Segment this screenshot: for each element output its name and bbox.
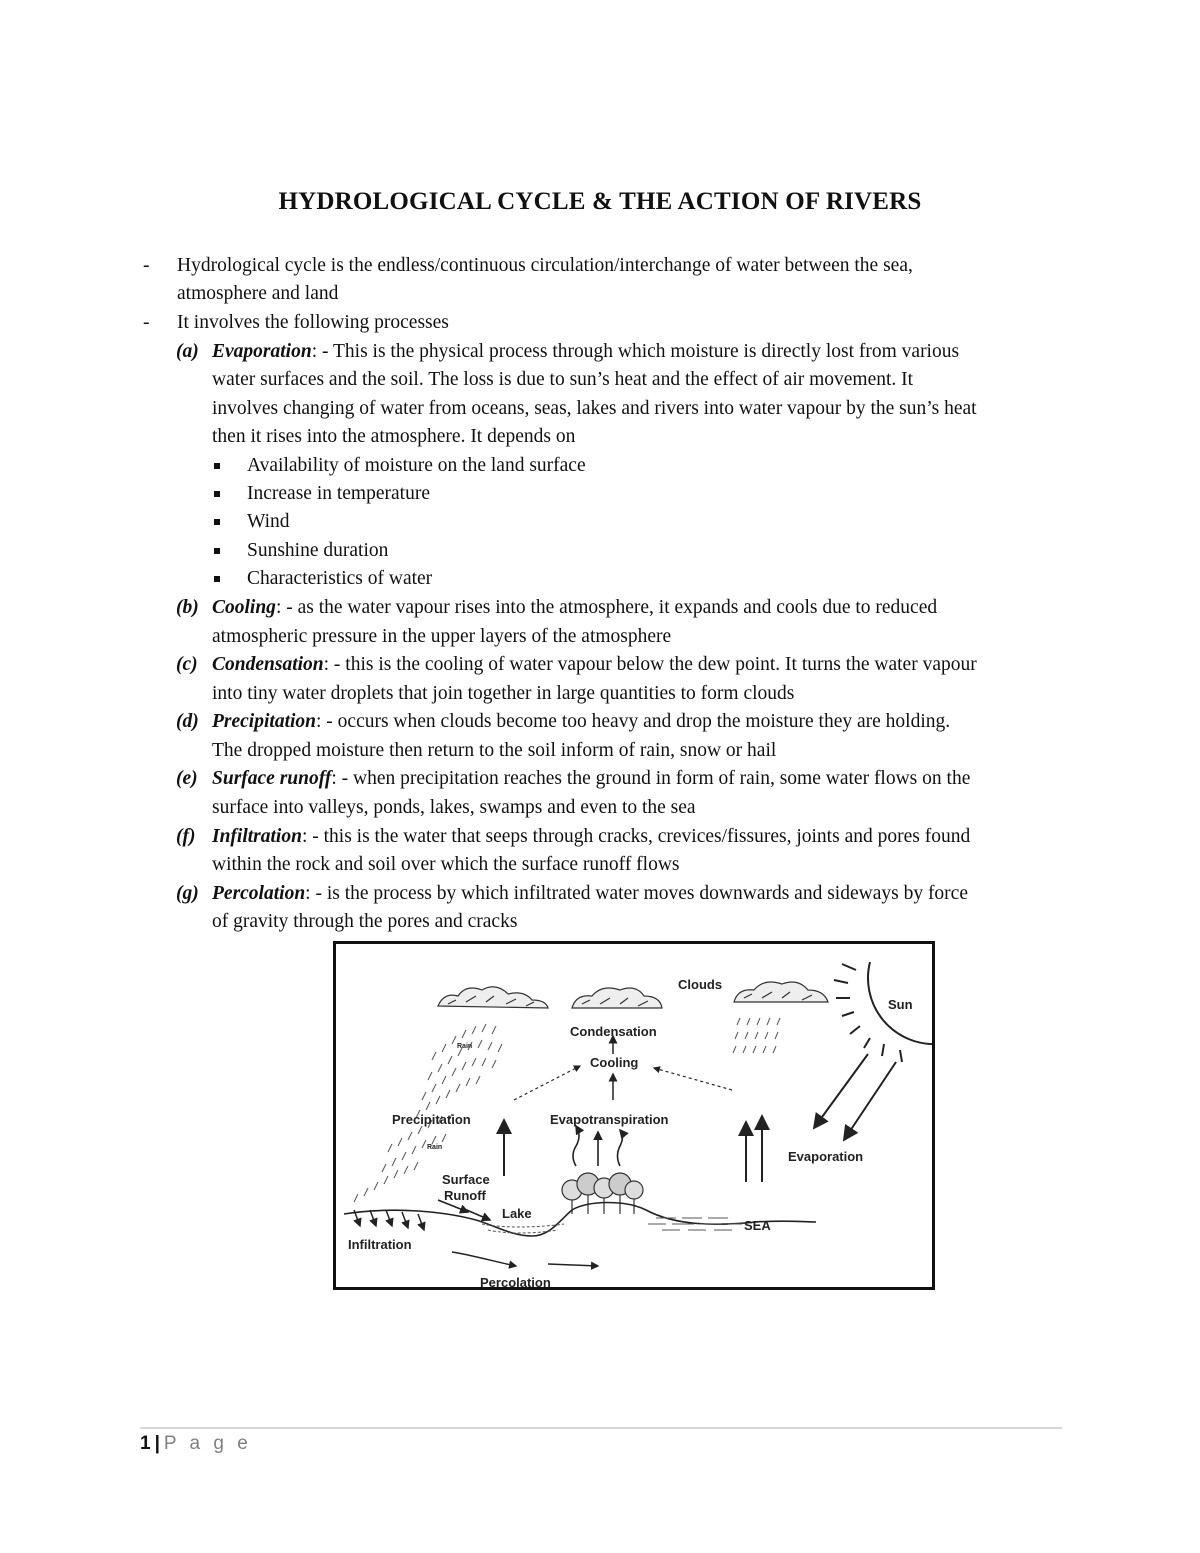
dashed-arrow-icon (654, 1068, 732, 1090)
process-f-line-2: within the rock and soil over which the surface runoff flows (212, 854, 680, 875)
page-number: 1 (140, 1433, 151, 1454)
process-e-text: : - when precipitation reaches the ground in form of rain, some water flows on the (331, 768, 971, 789)
process-a-line-1 (212, 342, 959, 362)
square-bullet-icon (214, 548, 220, 554)
evaporation-label: Evaporation (788, 1149, 864, 1164)
dashed-arrow-icon (514, 1066, 580, 1100)
surface-runoff-label: Surface (442, 1172, 490, 1187)
process-e-label: (e) (176, 768, 198, 789)
intro-bullet-1-line-2: atmosphere and land (177, 283, 339, 304)
process-b-label: (b) (176, 597, 199, 618)
percolation-arrow-icon (452, 1252, 516, 1266)
transpiration-arrow-icon (618, 1130, 623, 1166)
rain-label: Rain (427, 1144, 443, 1151)
process-c-text: : - this is the cooling of water vapour below the dew point. It turns the water vapour (323, 654, 977, 675)
sun-ray-arrow-icon (844, 1062, 896, 1140)
process-d-text: : - occurs when clouds become too heavy and drop the moisture they are holding. (316, 711, 951, 732)
square-bullet-icon (214, 463, 220, 469)
process-c-line-2: into tiny water droplets that join together in large quantities to form clouds (212, 683, 795, 704)
square-bullet-icon (214, 519, 220, 525)
process-g-label: (g) (176, 883, 199, 904)
rain-right-icon (733, 1018, 780, 1053)
process-f-term: Infiltration (212, 826, 302, 847)
condensation-label: Condensation (570, 1024, 657, 1039)
factor-item: Wind (247, 511, 290, 532)
process-a-line-3: involves changing of water from oceans, seas, lakes and rivers into water vapour by the sun’s heat (212, 398, 977, 419)
clouds-label: Clouds (678, 977, 723, 992)
process-b-text: : - as the water vapour rises into the atmosphere, it expands and cools due to reduced (275, 597, 938, 618)
process-g-text: : - is the process by which infiltrated water moves downwards and sideways by force (305, 883, 968, 904)
process-a-label: (a) (176, 341, 199, 362)
process-d-line-2: The dropped moisture then return to the soil inform of rain, snow or hail (212, 740, 777, 761)
square-bullet-icon (214, 576, 220, 582)
list-dash: - (143, 255, 150, 276)
factor-item: Sunshine duration (247, 540, 389, 561)
intro-bullet-2: It involves the following processes (177, 312, 449, 333)
surface-runoff-label: Runoff (444, 1188, 486, 1203)
process-a-term: Evaporation (212, 341, 312, 362)
process-c-term: Condensation (212, 654, 324, 675)
process-g-line-1 (212, 884, 968, 904)
process-a-line-2: water surfaces and the soil. The loss is due to sun’s heat and the effect of air movement. It (212, 369, 914, 390)
process-g-line-2: of gravity through the pores and cracks (212, 911, 518, 932)
process-e-line-2: surface into valleys, ponds, lakes, swamps and even to the sea (212, 797, 696, 818)
process-g-term: Percolation (212, 883, 306, 904)
infiltration-arrows-icon (354, 1210, 424, 1230)
sea-label: SEA (744, 1218, 771, 1233)
process-a-line-4: then it rises into the atmosphere. It depends on (212, 426, 576, 447)
list-dash: - (143, 312, 150, 333)
factor-item: Characteristics of water (247, 568, 433, 589)
process-b-term: Cooling (212, 597, 276, 618)
page-word: P a g e (163, 1433, 252, 1454)
page-title: HYDROLOGICAL CYCLE & THE ACTION OF RIVERS (278, 188, 922, 215)
process-d-label: (d) (176, 711, 199, 732)
transpiration-arrow-icon (573, 1126, 579, 1166)
process-d-term: Precipitation (212, 711, 316, 732)
process-d-line-1 (212, 712, 950, 732)
square-bullet-icon (214, 491, 220, 497)
footer-separator: | (154, 1433, 160, 1454)
process-a-text: : - This is the physical process through which moisture is directly lost from various (311, 341, 960, 362)
rain-label: Rain (457, 1043, 473, 1050)
factor-item: Availability of moisture on the land surface (247, 455, 586, 476)
process-f-label: (f) (176, 826, 196, 847)
infiltration-label: Infiltration (348, 1237, 412, 1252)
cooling-label: Cooling (590, 1055, 639, 1070)
process-e-term: Surface runoff (212, 768, 332, 789)
evapotranspiration-label: Evapotranspiration (550, 1112, 669, 1127)
hydrological-cycle-diagram (333, 941, 935, 1290)
rain-upper-left-icon (416, 1024, 502, 1118)
intro-bullet-1-line-1: Hydrological cycle is the endless/continuous circulation/interchange of water between the sea, (177, 255, 913, 276)
sun-label: Sun (888, 997, 913, 1012)
cloud-left-icon (438, 987, 548, 1008)
cloud-right-icon (734, 982, 828, 1002)
sun-icon (834, 962, 932, 1062)
percolation-label: Percolation (480, 1275, 551, 1287)
diagram-canvas (336, 944, 932, 1287)
rain-lower-left-icon (354, 1114, 452, 1202)
process-b-line-1 (212, 598, 937, 618)
page-footer (140, 1434, 252, 1453)
factor-item: Increase in temperature (247, 483, 430, 504)
trees-icon (562, 1173, 643, 1214)
process-b-line-2: atmospheric pressure in the upper layers of the atmosphere (212, 626, 672, 647)
cloud-middle-icon (572, 988, 662, 1008)
footer-divider (140, 1427, 1062, 1429)
process-e-line-1 (212, 769, 970, 789)
precipitation-label: Precipitation (392, 1112, 471, 1127)
process-f-text: : - this is the water that seeps through cracks, crevices/fissures, joints and pores found (301, 826, 971, 847)
process-c-label: (c) (176, 654, 198, 675)
percolation-arrow-icon (548, 1264, 598, 1266)
process-f-line-1 (212, 827, 970, 847)
lake-label: Lake (502, 1206, 532, 1221)
process-c-line-1 (212, 655, 977, 675)
